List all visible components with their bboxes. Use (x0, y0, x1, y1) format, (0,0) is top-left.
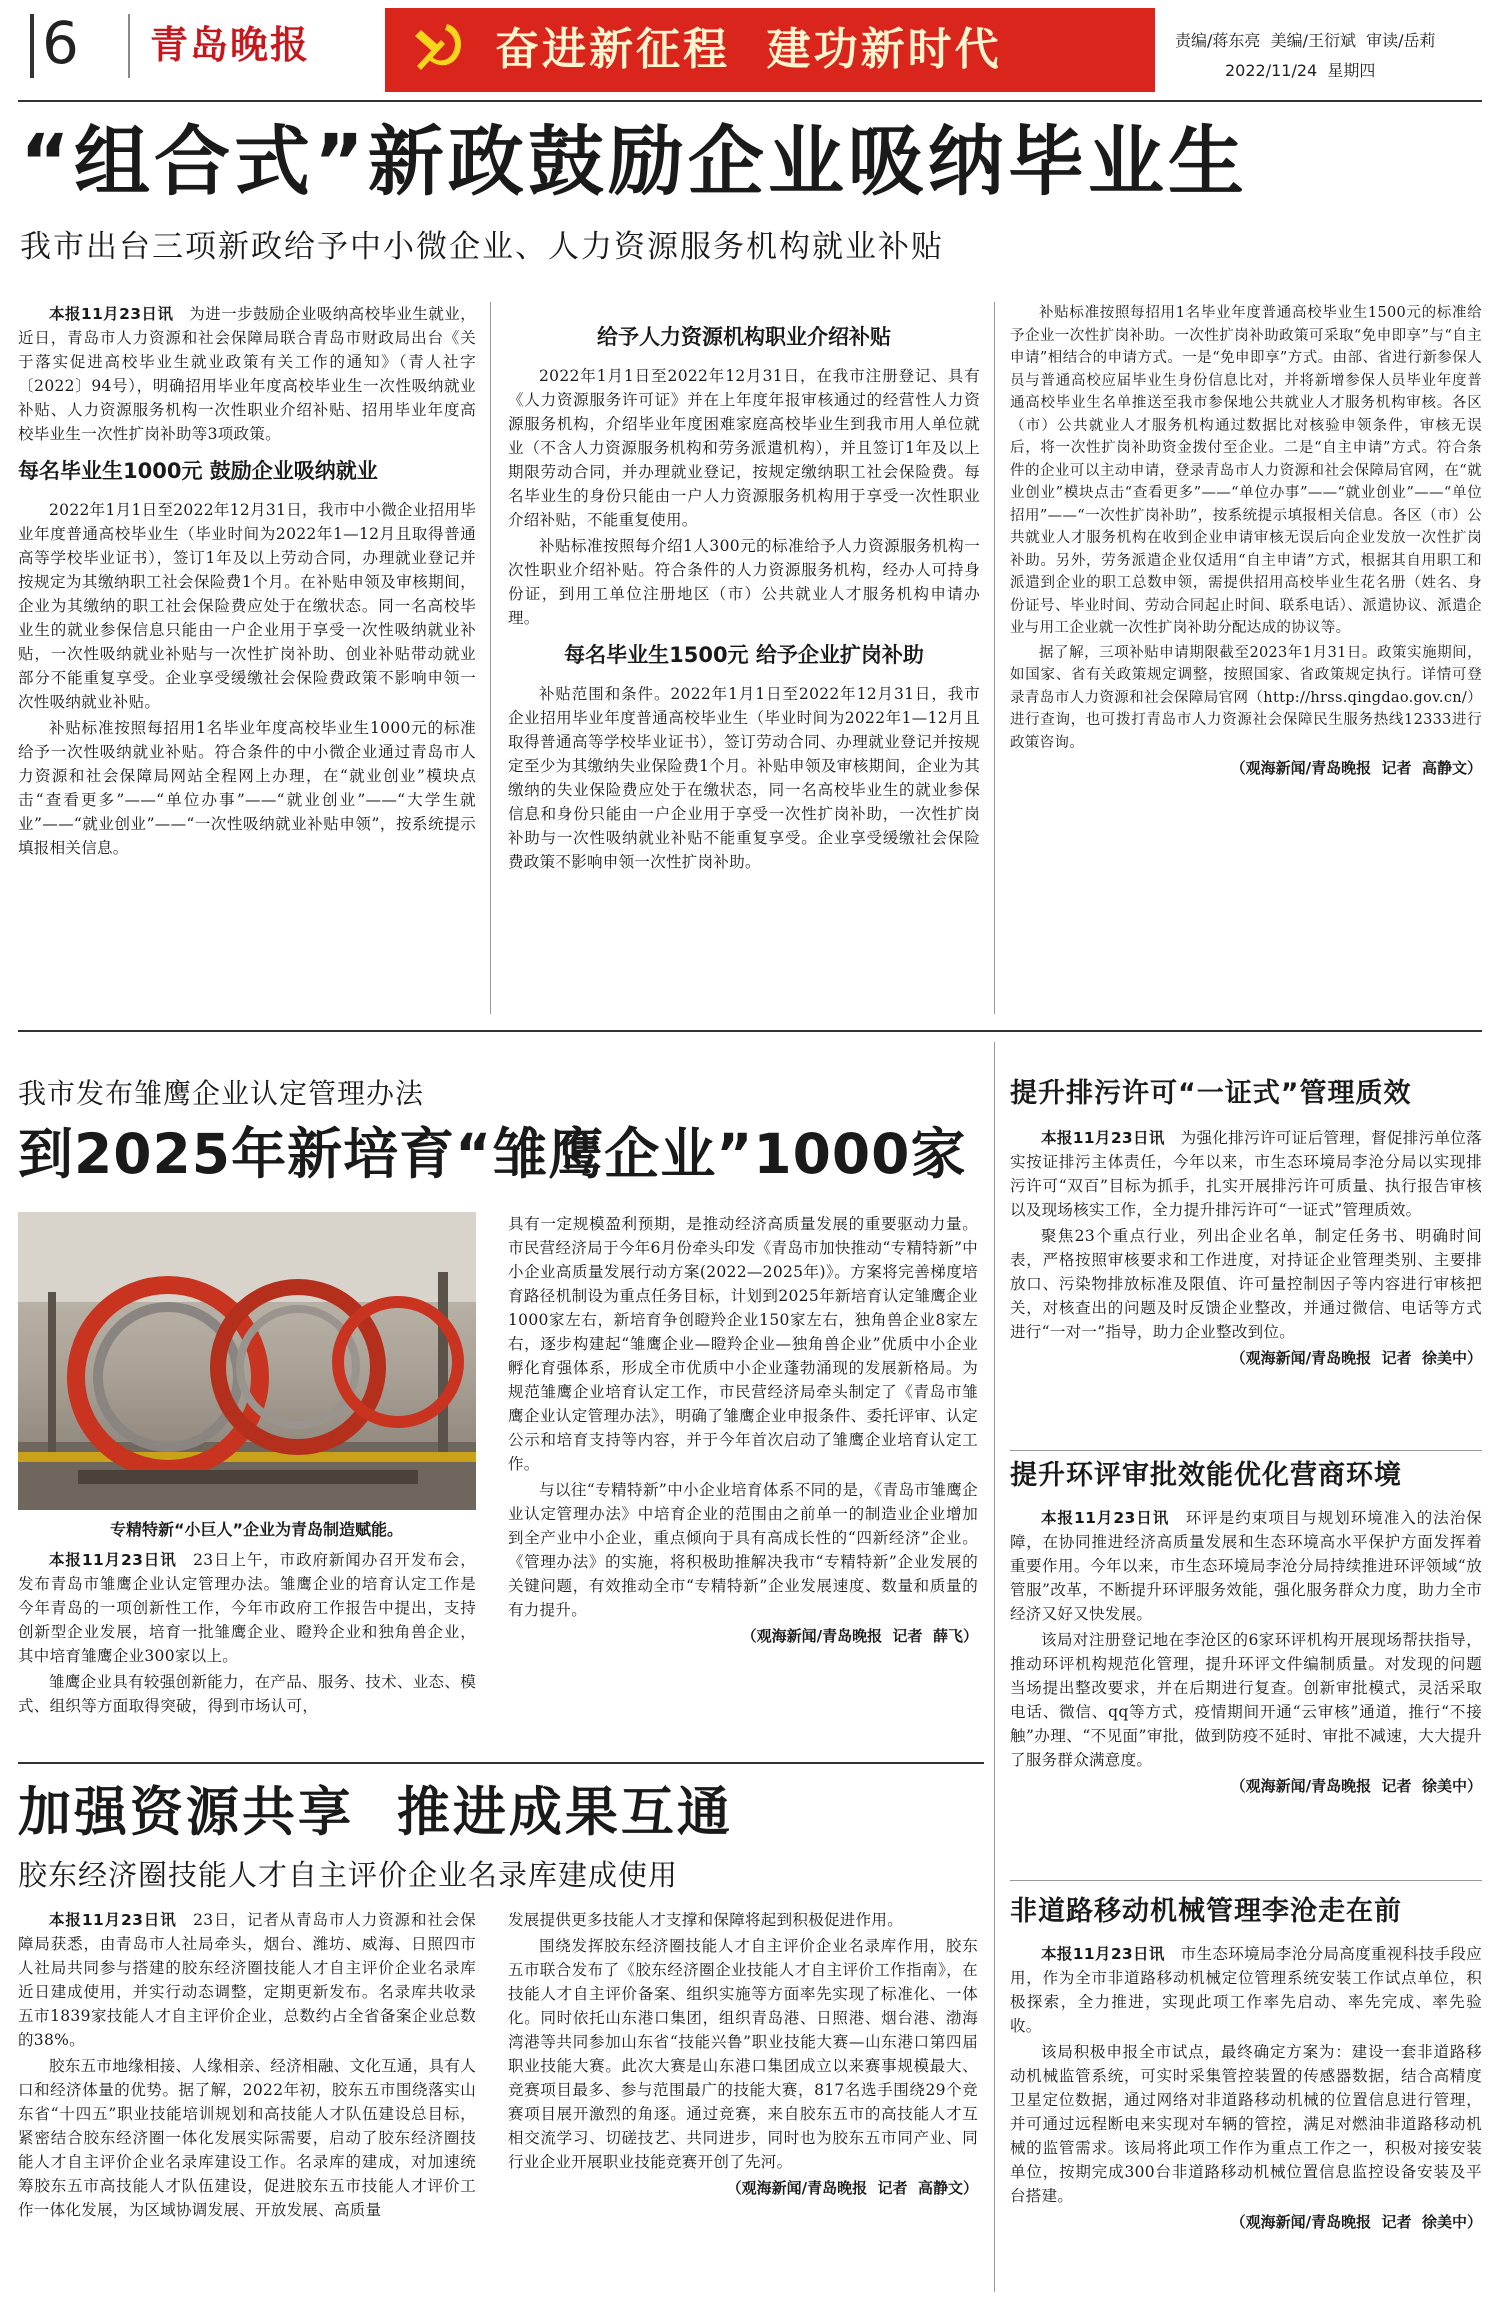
paragraph: 2022年1月1日至2022年12月31日，在我市注册登记、具有《人力资源服务许可证》并在上年度年报审核通过的经营性人力资源服务机构，介绍毕业年度困难家庭高校毕业生到我市用人单位就业（不含人力资源服务机构和劳务派遣机构），并且签订1年及以上期限劳动合同，并办理就业登记，按规定缴纳职工社会保险费。每名毕业生的身份只能由一户人力资源服务机构用于享受一次性职业介绍补贴，不能重复使用。 (508, 367, 980, 529)
dateline: 本报11月23日讯 (1041, 1945, 1165, 1963)
paragraph: 补贴标准按照每招用1名毕业年度普通高校毕业生1500元的标准给予企业一次性扩岗补助。一次性扩岗补助政策可采取“免申即享”与“自主申请”相结合的申请方式。一是“免申即享”方式。由部、省进行新参保人员与普通高校应届毕业生身份信息比对，并将新增参保人员毕业年度普通高校毕业生名单推送至我市参保地公共就业人才服务机构审核。各区（市）公共就业人才服务机构通过数据比对核验申领条件，审核无误后，将一次性扩岗补助资金拨付至企业。二是“自主申请”方式。符合条件的企业可以主动申请，登录青岛市人力资源和社会保障局官网，在“就业创业”模块点击“查看更多”——“单位办事”——“就业创业”——“单位招用”——“一次性扩岗补助”，按系统提示填报相关信息。各区（市）公共就业人才服务机构在收到企业申请审核无误后向企业发放一次性扩岗补助。另外，劳务派遣企业仅适用“自主申请”方式，根据其自用职工和派遣到企业的职工总数申领，需提供招用高校毕业生花名册（姓名、身份证号、毕业时间、劳动合同起止时间、联系电话）、派遣协议、派遣企业与用工企业就一次性扩岗补助分配达成的协议等。 (1010, 305, 1482, 636)
paper-name: 青岛晚报 (150, 22, 311, 67)
byline: （观海新闻/青岛晚报 记者 徐美中） (1230, 1777, 1482, 1795)
section-heading: 每名毕业生1000元 鼓励企业吸纳就业 (18, 459, 378, 483)
party-emblem-icon (399, 10, 479, 90)
paragraph: 本报11月23日讯 23日上午，市政府新闻办召开发布会，发布青岛市雏鹰企业认定管理办法。雏鹰企业的培育认定工作是今年青岛的一项创新性工作，今年市政府工作报告中提出，支持创新型企业发展，培育一批雏鹰企业、瞪羚企业和独角兽企业，其中培育雏鹰企业300家以上。 (18, 1551, 476, 1665)
lead-col-1 (18, 302, 476, 1014)
dateline: 本报11月23日讯 (1041, 1129, 1165, 1147)
paragraph: 补贴标准按照每介绍1人300元的标准给予人力资源服务机构一次性职业介绍补贴。符合条件的人力资源服务机构，经办人可持身份证，到用工单位注册地区（市）公共就业人才服务机构申请办理。 (508, 537, 980, 627)
paragraph: 本报11月23日讯 环评是约束项目与规划环境准入的法治保障，在协同推进经济高质量发展和生态环境高水平保护方面发挥着重要作用。今年以来，市生态环境局李沧分局持续推进环评领域“放管服”改革，不断提升环评服务效能，强化服务群众力度，助力全市经济又好又快发展。 (1010, 1509, 1482, 1623)
page-number: 6 (42, 9, 79, 77)
pollution-story (1010, 1076, 1482, 1448)
paragraph: 本报11月23日讯 23日，记者从青岛市人力资源和社会保障局获悉，由青岛市人社局牵头，烟台、潍坊、威海、日照四市人社局共同参与搭建的胶东经济圈技能人才自主评价企业名录库近日建成使用，并实行动态调整，定期更新发布。名录库共收录五市1839家技能人才自主评价企业，总数约占全省备案企业总数的38%。 (18, 1911, 476, 2049)
resource-col-2 (508, 1908, 978, 2296)
factory-photo (18, 1212, 476, 1510)
paragraph: 聚焦23个重点行业，列出企业名单，制定任务书、明确时间表，严格按照审核要求和工作进度，对持证企业管理类别、主要排放口、污染物排放标准及限值、许可量控制因子等内容进行审核把关，对核查出的问题及时反馈企业整改，并通过微信、电话等方式进行“一对一”指导，助力企业整改到位。 (1010, 1227, 1482, 1341)
story-headline: 非道路移动机械管理李沧走在前 (1010, 1896, 1402, 1927)
paragraph: 补贴标准按照每招用1名毕业年度高校毕业生1000元的标准给予一次性吸纳就业补贴。符合条件的中小微企业通过青岛市人力资源和社会保障局网站全程网上办理，在“就业创业”模块点击“查看更多”——“单位办事”——“就业创业”——“大学生就业”——“就业创业”——“一次性吸纳就业补贴申领”，按系统提示填报相关信息。 (18, 719, 476, 857)
resource-subheadline: 胶东经济圈技能人才自主评价企业名录库建成使用 (18, 1858, 679, 1892)
paragraph: 本报11月23日讯 为强化排污许可证后管理，督促排污单位落实按证排污主体责任，今年以来，市生态环境局李沧分局以实现排污许可“双百”目标为抓手，扎实开展排污许可质量、执行报告审核以及现场核实工作，全力提升排污许可“一证式”管理质效。 (1010, 1129, 1482, 1219)
dateline: 本报11月23日讯 (49, 305, 174, 323)
paragraph: 补贴范围和条件。2022年1月1日至2022年12月31日，我市企业招用毕业年度普通高校毕业生（毕业时间为2022年1—12月且取得普通高等学校毕业证书），签订劳动合同、办理就业登记并按规定至少为其缴纳失业保险费1个月。补贴申领及审核期间，企业为其缴纳的失业保险费应处于在缴状态，同一名高校毕业生的就业参保信息和身份只能由一户企业用于享受一次性扩岗补助，一次性扩岗补助与一次性吸纳就业补贴不能重复享受。企业享受缓缴社会保险费政策不影响申领一次性扩岗补助。 (508, 685, 980, 871)
photo-caption: 专精特新“小巨人”企业为青岛制造赋能。 (110, 1520, 404, 1539)
lead-headline: “组合式”新政鼓励企业吸纳毕业生 (20, 117, 1248, 206)
eagle-col-1 (18, 1548, 476, 1742)
byline: （观海新闻/青岛晚报 记者 徐美中） (1230, 2213, 1482, 2231)
resource-headline: 加强资源共享 推进成果互通 (18, 1782, 733, 1843)
lead-col-2 (508, 302, 980, 1014)
paragraph: 雏鹰企业具有较强创新能力，在产品、服务、技术、业态、模式、组织等方面取得突破，得到市场认可， (18, 1673, 476, 1715)
dateline: 本报11月23日讯 (49, 1551, 177, 1569)
lead-subheadline: 我市出台三项新政给予中小微企业、人力资源服务机构就业补贴 (20, 229, 944, 265)
paragraph: 本报11月23日讯 市生态环境局李沧分局高度重视科技手段应用，作为全市非道路移动机械定位管理系统安装工作试点单位，积极探索，全力推进，实现此项工作率先启动、率先完成、率先验收。 (1010, 1945, 1482, 2035)
paragraph: 胶东五市地缘相接、人缘相亲、经济相融、文化互通，具有人口和经济体量的优势。据了解，2022年初，胶东五市围绕落实山东省“十四五”职业技能培训规划和高技能人才队伍建设总目标，紧密结合胶东经济圈一体化发展实际需要，启动了胶东经济圈技能人才自主评价企业名录库建设工作。名录库的建成，对加速统筹胶东五市高技能人才队伍建设，促进胶东五市技能人才评价工作一体化发展，为区域协调发展、开放发展、高质量 (18, 2057, 476, 2219)
issue-date: 2022/11/24 星期四 (1225, 61, 1376, 80)
dateline: 本报11月23日讯 (1041, 1509, 1170, 1527)
paragraph: 具有一定规模盈利预期，是推动经济高质量发展的重要驱动力量。市民营经济局于今年6月份牵头印发《青岛市加快推动“专精特新”中小企业高质量发展行动方案(2022—2025年)》。方案将完善梯度培育路径机制设为重点任务目标，计划到2025年新培育认定雏鹰企业1000家左右，新培育争创瞪羚企业150家左右，独角兽企业8家左右，逐步构建起“雏鹰企业—瞪羚企业—独角兽企业”优质中小企业孵化育强体系，形成全市优质中小企业蓬勃涌现的发展新格局。为规范雏鹰企业培育认定工作，市民营经济局牵头制定了《青岛市雏鹰企业认定管理办法》，明确了雏鹰企业申报条件、委托评审、认定公示和培育支持等内容，并于今年首次启动了雏鹰企业培育认定工作。 (508, 1215, 978, 1473)
section-heading: 每名毕业生1500元 给予企业扩岗补助 (564, 643, 924, 667)
paragraph: 与以往“专精特新”中小企业培育体系不同的是，《青岛市雏鹰企业认定管理办法》中培育企业的范围由之前单一的制造业企业增加到全产业中小企业，重点倾向于具有高成长性的“四新经济”企业。《管理办法》的实施，将积极助推解决我市“专精特新”企业发展的关键问题，有效推动全市“专精特新”企业发展速度、数量和质量的有力提升。 (508, 1481, 978, 1619)
story-headline: 提升环评审批效能优化营商环境 (1010, 1460, 1402, 1491)
machinery-story (1010, 1894, 1482, 2294)
eagle-kicker: 我市发布雏鹰企业认定管理办法 (18, 1077, 425, 1110)
paragraph: 2022年1月1日至2022年12月31日，我市中小微企业招用毕业年度普通高校毕业生（毕业时间为2022年1—12月且取得普通高等学校毕业证书），签订1年及以上劳动合同，办理就业登记并按规定为其缴纳职工社会保险费1个月。在补贴申领及审核期间，企业为其缴纳的职工社会保险费应处于在缴状态。同一名高校毕业生的就业参保信息只能由一户企业用于享受一次性吸纳就业补贴，一次性吸纳就业补贴与一次性扩岗补助、创业补贴带动就业部分不能重复享受。企业享受缓缴社会保险费政策不影响申领一次性吸纳就业补贴。 (18, 501, 476, 711)
editor-credits: 责编/蒋东亮 美编/王衍斌 审读/岳莉 (1175, 31, 1436, 50)
story-headline: 提升排污许可“一证式”管理质效 (1010, 1078, 1412, 1109)
paragraph: 该局积极申报全市试点，最终确定方案为：建设一套非道路移动机械监管系统，可实时采集管控装置的传感器数据，结合高精度卫星定位数据，通过网络对非道路移动机械的位置信息进行管理，并可通过远程断电来实现对车辆的管控，满足对燃油非道路移动机械的监管需求。该局将此项工作作为重点工作之一，积极对接安装单位，按期完成300台非道路移动机械位置信息监控设备安装及平台搭建。 (1010, 2043, 1482, 2205)
byline: （观海新闻/青岛晚报 记者 薛飞） (741, 1627, 978, 1645)
lead-intro: 本报11月23日讯 为进一步鼓励企业吸纳高校毕业生就业，近日，青岛市人力资源和社会保障局联合青岛市财政局出台《关于落实促进高校毕业生就业政策有关工作的通知》（青人社字〔2022〕94号），明确招用毕业年度高校毕业生一次性吸纳就业补贴、人力资源服务机构一次性职业介绍补贴、招用毕业年度高校毕业生一次性扩岗补助等3项政策。 (18, 305, 476, 443)
paragraph: 据了解，三项补贴申请期限截至2023年1月31日。政策实施期间，如国家、省有关政策规定调整，按照国家、省政策规定执行。详情可登录青岛市人力资源和社会保障局官网（http://hrss.qingdao.gov.cn/）进行查询，也可拨打青岛市人力资源社会保障民生服务热线12333进行政策咨询。 (1010, 644, 1482, 751)
slogan-banner (385, 8, 1155, 92)
byline: （观海新闻/青岛晚报 记者 高静文） (1230, 759, 1482, 777)
resource-col-1 (18, 1908, 476, 2296)
paragraph: 围绕发挥胶东经济圈技能人才自主评价企业名录库作用，胶东五市联合发布了《胶东经济圈企业技能人才自主评价工作指南》，在技能人才自主评价备案、组织实施等方面率先实现了标准化、一体化。同时依托山东港口集团，组织青岛港、日照港、烟台港、渤海湾港等共同参加山东省“技能兴鲁”职业技能大赛—山东港口第四届职业技能大赛。此次大赛是山东港口集团成立以来赛事规模最大、竞赛项目最多、参与范围最广的技能大赛，817名选手围绕29个竞赛项目展开激烈的角逐。通过竞赛，来自胶东五市的高技能人才互相交流学习、切磋技艺、共同进步，同时也为胶东五市同产业、同行业企业开展职业技能竞赛开创了先河。 (508, 1937, 978, 2171)
masthead (0, 0, 1500, 95)
byline: （观海新闻/青岛晚报 记者 高静文） (726, 2179, 978, 2197)
dateline: 本报11月23日讯 (49, 1911, 177, 1929)
eia-story (1010, 1458, 1482, 1878)
paragraph: 该局对注册登记地在李沧区的6家环评机构开展现场帮扶指导，推动环评机构规范化管理，提升环评文件编制质量。对发现的问题当场提出整改要求，并在后期进行复查。创新审批模式，灵活采取电话、微信、qq等方式，疫情期间开通“云审核”通道，推行“不接触”办理、“不见面”审批，做到防疫不延时、审批不减速，大大提升了服务群众满意度。 (1010, 1631, 1482, 1769)
section-heading: 给予人力资源机构职业介绍补贴 (597, 325, 891, 349)
eagle-col-2 (508, 1212, 978, 1752)
lead-col-3 (1010, 302, 1482, 1014)
eagle-headline: 到2025年新培育“雏鹰企业”1000家 (18, 1122, 967, 1186)
byline: （观海新闻/青岛晚报 记者 徐美中） (1230, 1349, 1482, 1367)
paragraph: 发展提供更多技能人才支撑和保障将起到积极促进作用。 (508, 1911, 904, 1929)
banner-slogan: 奋进新征程 建功新时代 (495, 24, 1002, 75)
